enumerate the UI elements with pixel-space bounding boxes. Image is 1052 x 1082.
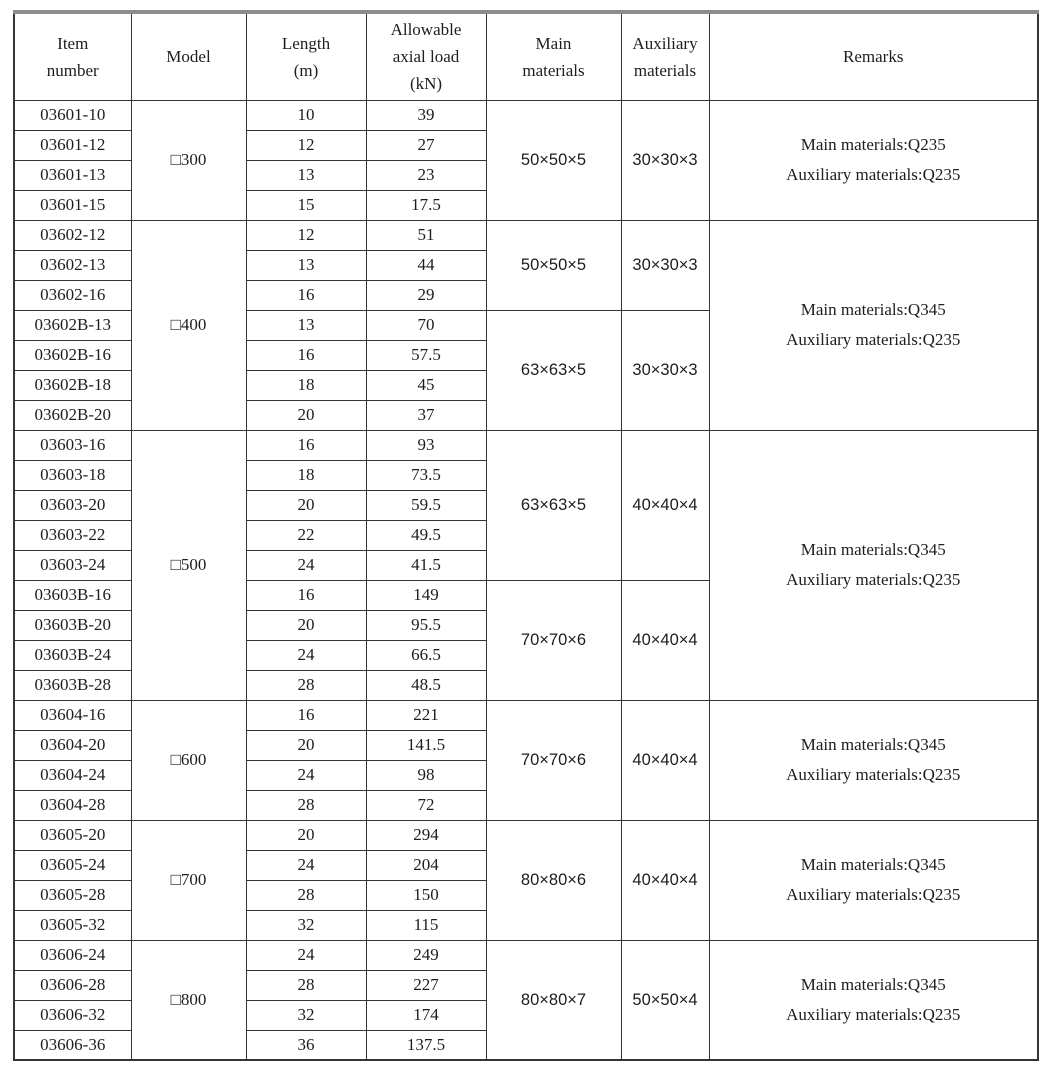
- table-row: [14, 940, 1038, 970]
- item-number-cell: 03601-15: [14, 190, 131, 220]
- table-row: [14, 820, 1038, 850]
- item-number-cell: 03602B-16: [14, 340, 131, 370]
- item-number-cell: 03605-28: [14, 880, 131, 910]
- table-row: [14, 430, 1038, 460]
- axial-load-cell: 98: [366, 760, 486, 790]
- axial-load-cell: 137.5: [366, 1030, 486, 1060]
- remarks-line: Main materials:Q345: [800, 855, 946, 874]
- header-line: (m): [293, 60, 319, 80]
- aux-material-cell: 40×40×4: [621, 580, 709, 700]
- length-cell: 32: [246, 1000, 366, 1030]
- length-cell: 16: [246, 280, 366, 310]
- item-number-cell: 03601-12: [14, 130, 131, 160]
- header-line: axial load: [392, 47, 460, 67]
- header-line: Length: [281, 33, 331, 53]
- remarks-line: Main materials:Q345: [800, 300, 946, 319]
- aux-material-cell: 30×30×3: [621, 310, 709, 430]
- column-header-model: [131, 12, 246, 100]
- item-number-cell: 03603-22: [14, 520, 131, 550]
- item-number-cell: 03603B-16: [14, 580, 131, 610]
- length-cell: 28: [246, 670, 366, 700]
- header-line: Auxiliary: [632, 33, 698, 53]
- header-line: Model: [166, 47, 211, 67]
- length-cell: 28: [246, 880, 366, 910]
- header-line: Main: [535, 33, 572, 53]
- length-cell: 36: [246, 1030, 366, 1060]
- axial-load-cell: 59.5: [366, 490, 486, 520]
- axial-load-cell: 45: [366, 370, 486, 400]
- axial-load-cell: 294: [366, 820, 486, 850]
- axial-load-cell: 115: [366, 910, 486, 940]
- model-cell: □500: [131, 430, 246, 700]
- length-cell: 20: [246, 400, 366, 430]
- aux-material-cell: 40×40×4: [621, 820, 709, 940]
- remarks-cell: [709, 940, 1038, 1060]
- length-cell: 12: [246, 130, 366, 160]
- length-cell: 16: [246, 700, 366, 730]
- item-number-cell: 03603-16: [14, 430, 131, 460]
- main-material-cell: 50×50×5: [486, 100, 621, 220]
- main-material-cell: 63×63×5: [486, 430, 621, 580]
- length-cell: 20: [246, 730, 366, 760]
- item-number-cell: 03603B-28: [14, 670, 131, 700]
- item-number-cell: 03603B-20: [14, 610, 131, 640]
- item-number-cell: 03602B-18: [14, 370, 131, 400]
- length-cell: 24: [246, 850, 366, 880]
- axial-load-cell: 66.5: [366, 640, 486, 670]
- axial-load-cell: 221: [366, 700, 486, 730]
- length-cell: 20: [246, 490, 366, 520]
- length-cell: 15: [246, 190, 366, 220]
- main-material-cell: 50×50×5: [486, 220, 621, 310]
- header-line: number: [46, 60, 99, 80]
- header-line: materials: [633, 60, 697, 80]
- remarks-cell: [709, 430, 1038, 700]
- length-cell: 13: [246, 250, 366, 280]
- item-number-cell: 03604-28: [14, 790, 131, 820]
- item-number-cell: 03602B-13: [14, 310, 131, 340]
- axial-load-cell: 23: [366, 160, 486, 190]
- model-cell: □400: [131, 220, 246, 430]
- remarks-line: Auxiliary materials:Q235: [786, 765, 961, 784]
- remarks-line: Main materials:Q235: [800, 135, 946, 154]
- axial-load-cell: 17.5: [366, 190, 486, 220]
- item-number-cell: 03603-18: [14, 460, 131, 490]
- length-cell: 20: [246, 820, 366, 850]
- item-number-cell: 03603-20: [14, 490, 131, 520]
- item-number-cell: 03601-10: [14, 100, 131, 130]
- model-cell: □800: [131, 940, 246, 1060]
- axial-load-cell: 141.5: [366, 730, 486, 760]
- length-cell: 12: [246, 220, 366, 250]
- length-cell: 18: [246, 460, 366, 490]
- column-header-length: [246, 12, 366, 100]
- item-number-cell: 03605-32: [14, 910, 131, 940]
- length-cell: 24: [246, 550, 366, 580]
- axial-load-cell: 174: [366, 1000, 486, 1030]
- aux-material-cell: 40×40×4: [621, 430, 709, 580]
- table-row: [14, 220, 1038, 250]
- main-material-cell: 63×63×5: [486, 310, 621, 430]
- length-cell: 28: [246, 970, 366, 1000]
- axial-load-cell: 73.5: [366, 460, 486, 490]
- item-number-cell: 03602-12: [14, 220, 131, 250]
- axial-load-cell: 51: [366, 220, 486, 250]
- model-cell: □700: [131, 820, 246, 940]
- remarks-line: Auxiliary materials:Q235: [786, 330, 961, 349]
- header-line: Remarks: [843, 47, 904, 67]
- remarks-line: Auxiliary materials:Q235: [786, 570, 961, 589]
- axial-load-cell: 150: [366, 880, 486, 910]
- column-header-main-materials: [486, 12, 621, 100]
- header-line: materials: [522, 60, 585, 80]
- axial-load-cell: 149: [366, 580, 486, 610]
- length-cell: 24: [246, 940, 366, 970]
- axial-load-cell: 27: [366, 130, 486, 160]
- item-number-cell: 03603-24: [14, 550, 131, 580]
- length-cell: 20: [246, 610, 366, 640]
- axial-load-cell: 72: [366, 790, 486, 820]
- header-row: [14, 12, 1038, 100]
- header-line: (kN): [409, 74, 443, 94]
- axial-load-cell: 95.5: [366, 610, 486, 640]
- main-material-cell: 70×70×6: [486, 580, 621, 700]
- item-number-cell: 03606-28: [14, 970, 131, 1000]
- axial-load-cell: 204: [366, 850, 486, 880]
- item-number-cell: 03606-36: [14, 1030, 131, 1060]
- length-cell: 16: [246, 340, 366, 370]
- axial-load-cell: 49.5: [366, 520, 486, 550]
- length-cell: 24: [246, 640, 366, 670]
- remarks-line: Auxiliary materials:Q235: [786, 1004, 961, 1024]
- remarks-cell: [709, 220, 1038, 430]
- model-cell: □300: [131, 100, 246, 220]
- axial-load-cell: 57.5: [366, 340, 486, 370]
- axial-load-cell: 37: [366, 400, 486, 430]
- main-material-cell: 70×70×6: [486, 700, 621, 820]
- length-cell: 22: [246, 520, 366, 550]
- length-cell: 10: [246, 100, 366, 130]
- spec-table: [13, 10, 1039, 1061]
- item-number-cell: 03604-24: [14, 760, 131, 790]
- main-material-cell: 80×80×6: [486, 820, 621, 940]
- axial-load-cell: 70: [366, 310, 486, 340]
- table-row: [14, 100, 1038, 130]
- item-number-cell: 03605-20: [14, 820, 131, 850]
- aux-material-cell: 30×30×3: [621, 100, 709, 220]
- axial-load-cell: 93: [366, 430, 486, 460]
- remarks-cell: [709, 100, 1038, 220]
- remarks-line: Main materials:Q345: [800, 974, 946, 994]
- remarks-line: Auxiliary materials:Q235: [786, 165, 961, 184]
- main-material-cell: 80×80×7: [486, 940, 621, 1060]
- axial-load-cell: 29: [366, 280, 486, 310]
- aux-material-cell: 50×50×4: [621, 940, 709, 1060]
- table-row: [14, 700, 1038, 730]
- axial-load-cell: 227: [366, 970, 486, 1000]
- length-cell: 32: [246, 910, 366, 940]
- item-number-cell: 03604-16: [14, 700, 131, 730]
- column-header-auxiliary-materials: [621, 12, 709, 100]
- item-number-cell: 03601-13: [14, 160, 131, 190]
- remarks-line: Main materials:Q345: [800, 735, 946, 754]
- item-number-cell: 03604-20: [14, 730, 131, 760]
- length-cell: 13: [246, 310, 366, 340]
- header-line: Item: [57, 33, 89, 53]
- axial-load-cell: 48.5: [366, 670, 486, 700]
- axial-load-cell: 249: [366, 940, 486, 970]
- header-line: Allowable: [390, 20, 462, 40]
- length-cell: 16: [246, 580, 366, 610]
- aux-material-cell: 40×40×4: [621, 700, 709, 820]
- item-number-cell: 03605-24: [14, 850, 131, 880]
- remarks-line: Main materials:Q345: [800, 540, 946, 559]
- item-number-cell: 03602B-20: [14, 400, 131, 430]
- item-number-cell: 03603B-24: [14, 640, 131, 670]
- length-cell: 16: [246, 430, 366, 460]
- column-header-axial-load: [366, 12, 486, 100]
- column-header-item-number: [14, 12, 131, 100]
- length-cell: 13: [246, 160, 366, 190]
- length-cell: 28: [246, 790, 366, 820]
- remarks-line: Auxiliary materials:Q235: [786, 885, 961, 904]
- axial-load-cell: 44: [366, 250, 486, 280]
- axial-load-cell: 41.5: [366, 550, 486, 580]
- length-cell: 24: [246, 760, 366, 790]
- aux-material-cell: 30×30×3: [621, 220, 709, 310]
- remarks-cell: [709, 820, 1038, 940]
- axial-load-cell: 39: [366, 100, 486, 130]
- item-number-cell: 03602-16: [14, 280, 131, 310]
- item-number-cell: 03602-13: [14, 250, 131, 280]
- remarks-cell: [709, 700, 1038, 820]
- model-cell: □600: [131, 700, 246, 820]
- length-cell: 18: [246, 370, 366, 400]
- column-header-remarks: [709, 12, 1038, 100]
- item-number-cell: 03606-32: [14, 1000, 131, 1030]
- item-number-cell: 03606-24: [14, 940, 131, 970]
